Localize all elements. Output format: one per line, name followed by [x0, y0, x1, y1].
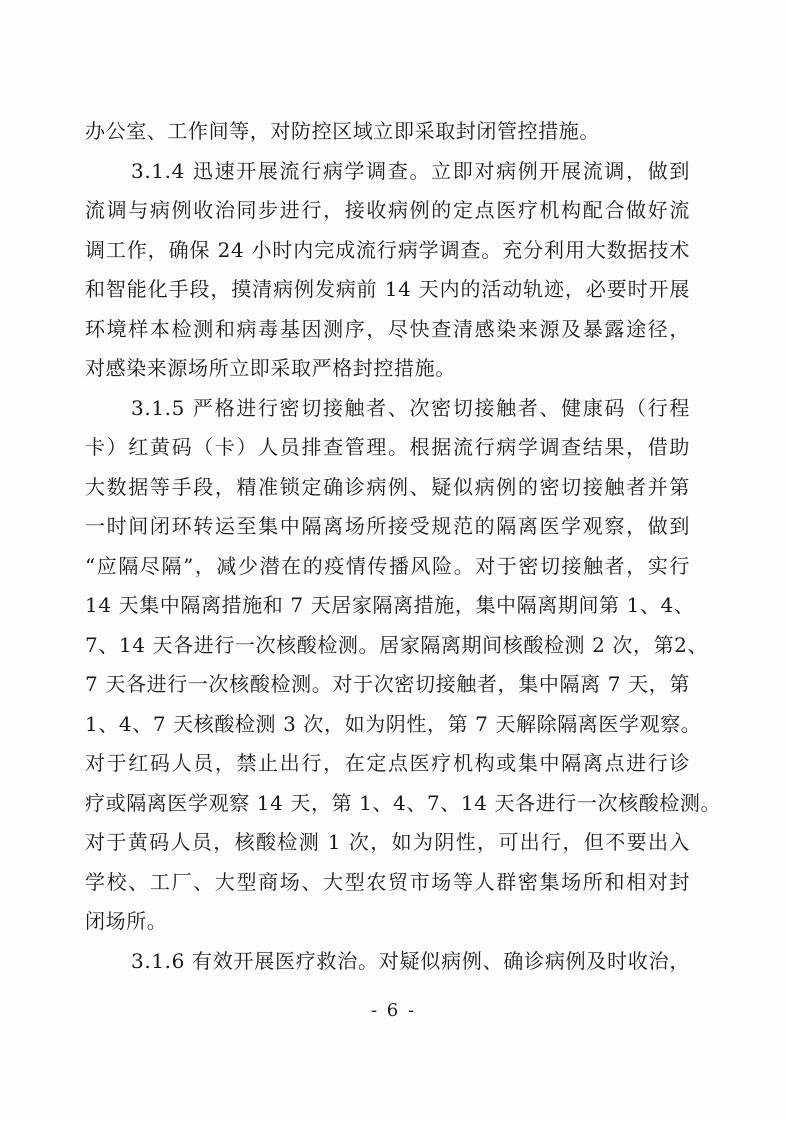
text-line: 7 天各进行一次核酸检测。对于次密切接触者，集中隔离 7 天，第: [85, 672, 690, 696]
text-line: 和智能化手段，摸清病例发病前 14 天内的活动轨迹，必要时开展: [85, 277, 690, 301]
text-line: 对感染来源场所立即采取严格封控措施。: [85, 356, 456, 380]
text-line: 闭场所。: [85, 909, 168, 933]
text-line: 学校、工厂、大型商场、大型农贸市场等人群密集场所和相对封: [85, 869, 690, 894]
text-line: 1、4、7 天核酸检测 3 次，如为阴性，第 7 天解除隔离医学观察。: [85, 711, 702, 736]
page-number: - 6 -: [370, 1000, 417, 1021]
text-line: 环境样本检测和病毒基因测序，尽快查清感染来源及暴露途径，: [85, 316, 690, 341]
text-line: 疗或隔离医学观察 14 天，第 1、4、7、14 天各进行一次核酸检测。: [85, 790, 722, 815]
body-text: [85, 112, 722, 981]
text-line: 流调与病例收治同步进行，接收病例的定点医疗机构配合做好流: [85, 198, 690, 222]
section-heading-line: 3.1.4 迅速开展流行病学调查。立即对病例开展流调，做到: [131, 158, 690, 183]
text-line: 对于红码人员，禁止出行，在定点医疗机构或集中隔离点进行诊: [85, 751, 690, 775]
text-line: 办公室、工作间等，对防控区域立即采取封闭管控措施。: [85, 119, 600, 143]
section-heading-line: 3.1.5 严格进行密切接触者、次密切接触者、健康码（行程: [131, 395, 690, 420]
text-line: 大数据等手段，精准锁定确诊病例、疑似病例的密切接触者并第: [85, 474, 690, 499]
text-line: 7、14 天各进行一次核酸检测。居家隔离期间核酸检测 2 次，第2、: [85, 632, 709, 657]
text-line: 14 天集中隔离措施和 7 天居家隔离措施，集中隔离期间第 1、4、: [85, 593, 695, 617]
text-line: 一时间闭环转运至集中隔离场所接受规范的隔离医学观察，做到: [85, 514, 690, 538]
section-heading-line: 3.1.6 有效开展医疗救治。对疑似病例、确诊病例及时收治，: [131, 948, 690, 973]
text-line: 对于黄码人员，核酸检测 1 次，如为阴性，可出行，但不要出入: [85, 830, 690, 854]
text-line: 卡）红黄码（卡）人员排查管理。根据流行病学调查结果，借助: [85, 435, 690, 459]
text-line: 调工作，确保 24 小时内完成流行病学调查。充分利用大数据技术: [85, 237, 690, 262]
text-line: “应隔尽隔”，减少潜在的疫情传播风险。对于密切接触者，实行: [85, 553, 690, 578]
